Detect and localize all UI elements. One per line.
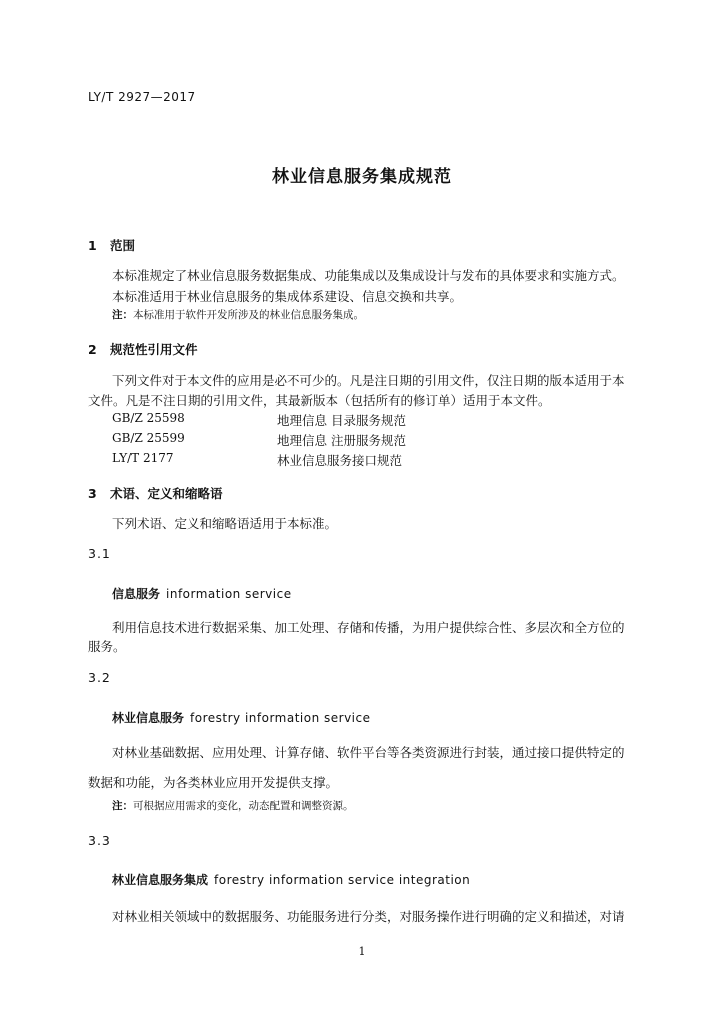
paragraph: 下列文件对于本文件的应用是必不可少的。凡是注日期的引用文件，仅注日期的版本适用于本 (112, 373, 625, 388)
term-definition: 数据和功能，为各类林业应用开发提供支撑。 (88, 775, 339, 790)
term-chinese: 信息服务 (112, 587, 161, 601)
reference-title: 林业信息服务接口规范 (277, 453, 403, 468)
term-english: forestry information service integration (214, 873, 471, 887)
term-definition: 对林业基础数据、应用处理、计算存储、软件平台等各类资源进行封装，通过接口提供特定的 (112, 745, 625, 760)
section-3-heading (88, 484, 223, 502)
reference-title: 地理信息 注册服务规范 (277, 433, 406, 448)
note-text: 本标准用于软件开发所涉及的林业信息服务集成。 (133, 309, 364, 321)
document-code: LY/T 2927—2017 (88, 90, 196, 104)
section-title: 范围 (110, 238, 136, 253)
section-number: 3 (88, 486, 97, 501)
note-text: 可根据应用需求的变化，动态配置和调整资源。 (133, 800, 354, 812)
section-number: 1 (88, 238, 97, 253)
term-chinese: 林业信息服务 (112, 711, 185, 725)
term-heading (112, 585, 292, 602)
reference-code: LY/T 2177 (112, 451, 174, 465)
term-number: 3.2 (88, 670, 111, 685)
section-1-heading (88, 236, 135, 254)
paragraph: 文件。凡是不注日期的引用文件，其最新版本（包括所有的修订单）适用于本文件。 (88, 393, 551, 408)
note (112, 307, 364, 322)
section-2-heading (88, 340, 198, 358)
term-english: information service (166, 587, 292, 601)
term-english: forestry information service (190, 711, 371, 725)
term-number: 3.3 (88, 833, 111, 848)
term-definition: 对林业相关领域中的数据服务、功能服务进行分类，对服务操作进行明确的定义和描述，对请 (112, 909, 625, 924)
section-title: 术语、定义和缩略语 (110, 486, 223, 501)
paragraph: 本标准适用于林业信息服务的集成体系建设、信息交换和共享。 (112, 289, 463, 304)
term-chinese: 林业信息服务集成 (112, 873, 209, 887)
term-heading (112, 709, 371, 726)
reference-code: GB/Z 25598 (112, 411, 185, 425)
term-definition: 利用信息技术进行数据采集、加工处理、存储和传播，为用户提供综合性、多层次和全方位的 (112, 620, 625, 635)
reference-code: GB/Z 25599 (112, 431, 185, 445)
note-label: 注： (112, 309, 133, 321)
note-label: 注： (112, 800, 133, 812)
paragraph: 本标准规定了林业信息服务数据集成、功能集成以及集成设计与发布的具体要求和实施方式。 (112, 268, 625, 283)
term-definition: 服务。 (88, 639, 126, 654)
document-title: 林业信息服务集成规范 (272, 167, 452, 187)
term-number: 3.1 (88, 546, 111, 561)
section-title: 规范性引用文件 (110, 342, 198, 357)
term-heading (112, 871, 470, 888)
section-number: 2 (88, 342, 97, 357)
page-number: 1 (358, 945, 366, 958)
note (112, 798, 354, 813)
reference-title: 地理信息 目录服务规范 (277, 413, 406, 428)
paragraph: 下列术语、定义和缩略语适用于本标准。 (112, 516, 338, 531)
